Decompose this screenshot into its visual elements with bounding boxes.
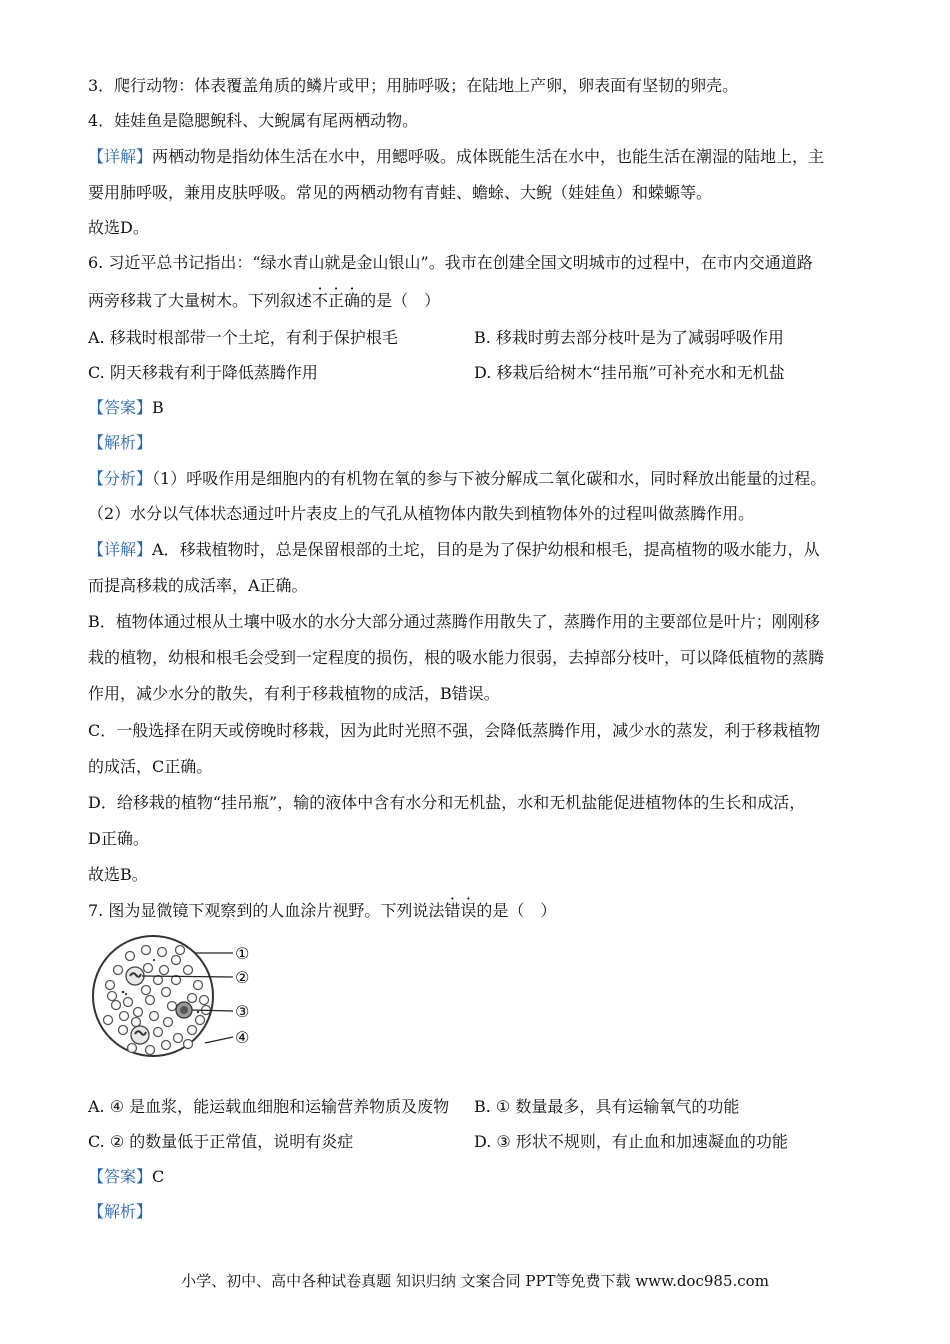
red-blood-cell: [200, 996, 209, 1005]
text-line: 要用肺呼吸，兼用皮肤呼吸。常见的两栖动物有青蛙、蟾蜍、大鲵（娃娃鱼）和蝾螈等。: [88, 183, 713, 202]
option-c: C. 阴天移栽有利于降低蒸腾作用: [88, 363, 318, 382]
red-blood-cell: [104, 1016, 113, 1025]
text-line: 3．爬行动物：体表覆盖角质的鳞片或甲；用肺呼吸；在陆地上产卵，卵表面有坚韧的卵壳。: [88, 76, 739, 95]
text-line: 的成活，C正确。: [88, 757, 213, 776]
red-blood-cell: [146, 996, 155, 1005]
red-blood-cell: [150, 1012, 159, 1021]
red-blood-cell: [184, 966, 193, 975]
red-blood-cell: [160, 966, 169, 975]
text-span: 两栖动物是指幼体生活在水中，用鳃呼吸。成体既能生活在水中，也能生活在潮湿的陆地上，主: [152, 147, 825, 166]
red-blood-cell: [168, 1002, 177, 1011]
text-span: A．移栽植物时，总是保留根部的土坨，目的是为了保护幼根和根毛，提高植物的吸水能力，从: [152, 540, 820, 559]
text-line: [88, 468, 826, 490]
text-line: D正确。: [88, 829, 149, 848]
option-a: A. ④ 是血浆，能运载血细胞和运输营养物质及废物: [88, 1097, 450, 1116]
text-line: 故选B。: [88, 865, 148, 884]
answer-line: [88, 1166, 164, 1188]
emphasis-char: 不: [312, 291, 329, 310]
option-d: D. ③ 形状不规则，有止血和加速凝血的功能: [474, 1132, 788, 1151]
red-blood-cell: [176, 946, 185, 955]
red-blood-cell: [172, 956, 181, 965]
option-c: C. ② 的数量低于正常值，说明有炎症: [88, 1132, 354, 1151]
red-blood-cell: [108, 992, 117, 1001]
red-blood-cell: [196, 1016, 205, 1025]
emphasis-char: 正: [328, 291, 345, 310]
red-blood-cell: [119, 1026, 128, 1035]
emphasis-char: 误: [460, 901, 477, 920]
option-b: B. 移栽时剪去部分枝叶是为了减弱呼吸作用: [474, 328, 784, 347]
red-blood-cell: [132, 1018, 141, 1027]
red-blood-cell: [162, 1041, 171, 1050]
question-7-stem: [88, 900, 556, 922]
red-blood-cell: [174, 1034, 183, 1043]
emphasis-char: 错: [444, 901, 461, 920]
red-blood-cell: [112, 1001, 121, 1010]
text-line: [88, 539, 820, 561]
text-line: 而提高移栽的成活率，A正确。: [88, 576, 308, 595]
option-b: B. ① 数量最多，具有运输氧气的功能: [474, 1097, 740, 1116]
text-span: 的是（ ）: [476, 901, 557, 920]
red-blood-cell: [124, 998, 133, 1007]
answer-line: [88, 397, 164, 419]
red-blood-cell: [188, 994, 197, 1003]
analysis-tag: 【解析】: [88, 433, 153, 452]
analysis-tag: 【解析】: [88, 1202, 153, 1221]
text-line: 故选D。: [88, 218, 149, 237]
text-line: 4．娃娃鱼是隐腮鲵科、大鲵属有尾两栖动物。: [88, 111, 419, 130]
answer-tag: 【答案】: [88, 1167, 153, 1186]
label-4: ④: [235, 1028, 250, 1047]
red-blood-cell: [142, 946, 151, 955]
red-blood-cell: [144, 964, 153, 973]
red-blood-cell: [120, 1012, 129, 1021]
red-blood-cell: [158, 948, 167, 957]
text-line: B．植物体通过根从土壤中吸水的水分大部分通过蒸腾作用散失了，蒸腾作用的主要部位是叶片；刚刚移: [88, 612, 820, 631]
text-line: 作用，减少水分的散失，有利于移栽植物的成活，B错误。: [88, 684, 500, 703]
red-blood-cell: [184, 1040, 193, 1049]
blood-smear-figure: [88, 930, 268, 1062]
text-span: 的是（ ）: [360, 291, 441, 310]
red-blood-cell: [188, 1026, 197, 1035]
text-line: D．给移栽的植物“挂吊瓶”，输的液体中含有水分和无机盐，水和无机盐能促进植物体的生长和成活，: [88, 793, 806, 812]
red-blood-cell: [106, 981, 115, 990]
option-d: D. 移栽后给树木“挂吊瓶”可补充水和无机盐: [474, 363, 785, 382]
label-3: ③: [235, 1002, 250, 1021]
red-blood-cell: [142, 986, 151, 995]
red-blood-cell: [134, 1008, 143, 1017]
section-tag: 【分析】: [88, 469, 153, 488]
red-blood-cell: [128, 1044, 137, 1053]
red-blood-cell: [154, 1028, 163, 1037]
label-1: ①: [235, 944, 250, 963]
red-blood-cell: [162, 988, 171, 997]
text-line: [88, 146, 824, 168]
answer-tag: 【答案】: [88, 398, 153, 417]
section-tag: 【详解】: [88, 147, 153, 166]
text-line: 栽的植物，幼根和根毛会受到一定程度的损伤，根的吸水能力很弱，去掉部分枝叶，可以降低植物的蒸腾: [88, 648, 825, 667]
answer-value: B: [152, 398, 164, 417]
red-blood-cell: [114, 966, 123, 975]
red-blood-cell: [154, 976, 163, 985]
red-blood-cell: [164, 1018, 173, 1027]
question-6-stem: 6. 习近平总书记指出：“绿水青山就是金山银山”。我市在创建全国文明城市的过程中，在市内交通道路: [88, 253, 813, 272]
emphasis-char: 确: [344, 291, 361, 310]
text-span: 两旁移栽了大量树木。下列叙述: [88, 291, 313, 310]
option-a: A. 移栽时根部带一个土坨，有利于保护根毛: [88, 328, 398, 347]
text-line: C．一般选择在阴天或傍晚时移栽，因为此时光照不强，会降低蒸腾作用，减少水的蒸发，利于移栽植物: [88, 721, 821, 740]
question-6-stem-2: [88, 290, 440, 312]
text-line: （2）水分以气体状态通过叶片表皮上的气孔从植物体内散失到植物体外的过程叫做蒸腾作用。: [88, 504, 755, 523]
red-blood-cell: [126, 952, 135, 961]
red-blood-cell: [194, 981, 203, 990]
label-2: ②: [235, 968, 250, 987]
section-tag: 【详解】: [88, 540, 153, 559]
text-span: 7. 图为显微镜下观察到的人血涂片视野。下列说法: [88, 901, 445, 920]
red-blood-cell: [146, 1046, 155, 1055]
page-footer: 小学、初中、高中各种试卷真题 知识归纳 文案合同 PPT等免费下载 www.doc985.com: [181, 1272, 769, 1290]
answer-value: C: [152, 1167, 165, 1186]
text-span: （1）呼吸作用是细胞内的有机物在氧的参与下被分解成二氧化碳和水，同时释放出能量的过程。: [152, 469, 827, 488]
